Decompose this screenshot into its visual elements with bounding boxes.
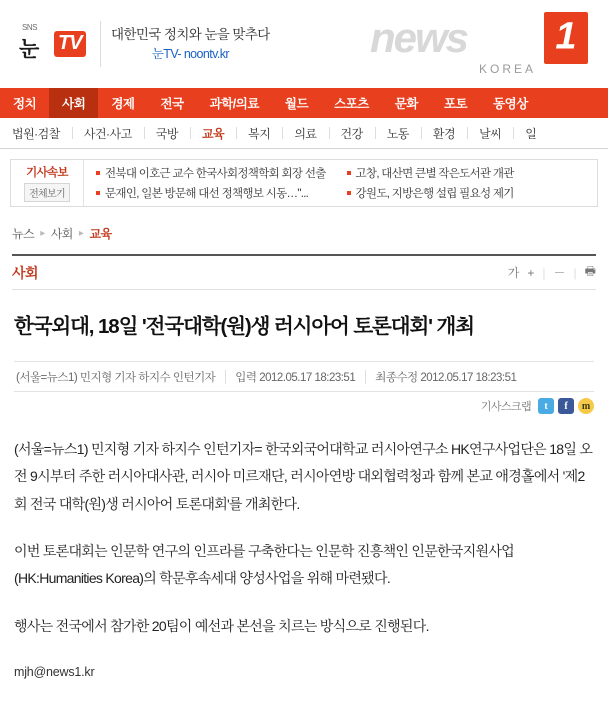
- byline-reporter: (서울=뉴스1) 민지형 기자 하지수 인턴기자: [16, 372, 216, 385]
- subnav-item-labor[interactable]: 노동: [375, 118, 421, 148]
- banner-divider: [100, 21, 101, 67]
- me2day-icon[interactable]: m: [578, 398, 594, 414]
- nav-item-national[interactable]: 전국: [160, 97, 184, 111]
- section-header: [12, 254, 596, 290]
- subnav-item-defense[interactable]: 국방: [144, 118, 190, 148]
- nav-item-science-medical[interactable]: 과학/의료: [209, 97, 259, 111]
- bullet-icon: [347, 191, 351, 195]
- bullet-icon: [96, 171, 100, 175]
- subnav-item-overflow[interactable]: 일: [513, 118, 548, 148]
- breaking-news-item[interactable]: [347, 186, 592, 202]
- nuntv-logo-nun-text: 눈: [19, 38, 39, 61]
- breaking-news-box: [10, 159, 598, 207]
- site-banner: [0, 0, 608, 88]
- nav-item-sports[interactable]: 스포츠: [334, 97, 369, 111]
- subnav-item-environment[interactable]: 환경: [421, 118, 467, 148]
- font-increase-button[interactable]: +: [527, 265, 535, 280]
- share-label: 기사스크랩: [480, 401, 531, 414]
- subnav-item-court-prosecution[interactable]: 법원·검찰: [12, 126, 60, 141]
- nav-item-politics[interactable]: 정치: [13, 97, 37, 111]
- article-share-row: [14, 398, 594, 414]
- breaking-news-item-label: 문재인, 일본 방문해 대선 정책행보 시동…"...: [105, 188, 309, 201]
- nav-item-world[interactable]: 월드: [284, 97, 309, 111]
- sub-navigation: [0, 118, 608, 149]
- subnav-item-health[interactable]: 건강: [329, 118, 375, 148]
- breaking-news-column-right: [341, 165, 592, 201]
- article-reporter-email[interactable]: mjh@news1.kr: [14, 664, 95, 679]
- breaking-news-item-label: 강원도, 지방은행 설립 필요성 제기: [355, 188, 514, 201]
- breadcrumb-separator-icon: ▸: [78, 228, 84, 239]
- breaking-news-item[interactable]: [96, 165, 341, 181]
- byline-updated-time: 최종수정 2012.05.17 18:23:51: [365, 369, 526, 385]
- twitter-icon[interactable]: t: [538, 398, 554, 414]
- banner-tagline-line2: 눈TV- noontv.kr: [151, 46, 229, 61]
- main-navigation: [0, 88, 608, 118]
- breaking-news-header: [11, 160, 84, 206]
- breadcrumb-item-society[interactable]: 사회: [50, 227, 73, 241]
- banner-tagline: [111, 25, 270, 63]
- nuntv-logo-tv-text: TV: [54, 31, 86, 57]
- breaking-news-view-all-button[interactable]: 전체보기: [24, 183, 70, 202]
- subnav-item-incidents[interactable]: 사건·사고: [72, 118, 144, 148]
- breaking-news-item-label: 전북대 이호근 교수 한국사회정책학회 회장 선출: [105, 167, 326, 180]
- nav-item-video[interactable]: 동영상: [493, 97, 528, 111]
- article-paragraph: 이번 토론대회는 인문학 연구의 인프라를 구축한다는 인문학 진흥책인 인문한국지원사업(HK:Humanities Korea)의 학문후속세대 양성사업을 위해 마련됐다.: [14, 543, 515, 587]
- banner-tagline-line1: 대한민국 정치와 눈을 맞추다: [111, 27, 270, 43]
- section-title: 사회: [12, 264, 39, 281]
- bullet-icon: [347, 171, 351, 175]
- subnav-item-welfare[interactable]: 복지: [236, 118, 282, 148]
- nuntv-logo[interactable]: [18, 21, 86, 67]
- nuntv-logo-sns-label: SNS: [22, 23, 37, 32]
- news1-logo[interactable]: [370, 12, 592, 74]
- article-body: [14, 436, 594, 684]
- print-icon[interactable]: 🖶: [584, 264, 596, 278]
- breaking-news-item[interactable]: [347, 165, 592, 181]
- nav-item-photo[interactable]: 포토: [443, 97, 468, 111]
- breaking-news-item[interactable]: [96, 186, 341, 202]
- breadcrumb-separator-icon: ▸: [40, 228, 45, 239]
- news1-logo-one-badge: [544, 12, 588, 64]
- breadcrumb-item-news[interactable]: 뉴스: [12, 227, 35, 241]
- article-paragraph: 행사는 전국에서 참가한 20팀이 예선과 본선을 치르는 방식으로 진행된다.: [14, 617, 429, 634]
- facebook-icon[interactable]: f: [558, 398, 574, 414]
- news1-logo-one-text: 1: [555, 15, 577, 58]
- article-paragraph: (서울=뉴스1) 민지형 기자 하지수 인턴기자= 한국외국어대학교 러시아연구소 HK연구사업단은 18일 오전 9시부터 주한 러시아대사관, 러시아 미르재단, 러시아연방 대외협력청과 함께 본교 애경홀에서 '제2회 전국 대학(원)생 러시아어 토론대회'를 개최한다.: [14, 441, 593, 512]
- article-tools: [508, 262, 596, 283]
- breaking-news-item-label: 고창, 대산면 큰별 작은도서관 개관: [355, 167, 514, 180]
- news1-logo-word: news: [370, 14, 468, 61]
- article-headline: 한국외대, 18일 '전국대학(원)생 러시아어 토론대회' 개최: [14, 315, 474, 338]
- bullet-icon: [96, 191, 100, 195]
- breaking-news-lists: [84, 160, 597, 206]
- nav-item-culture[interactable]: 문화: [394, 97, 418, 111]
- tools-divider: |: [573, 265, 577, 280]
- subnav-item-education[interactable]: 교육: [190, 118, 236, 148]
- news1-logo-korea-text: KOREA: [478, 62, 536, 76]
- font-size-label: 가: [507, 266, 520, 280]
- nav-item-economy[interactable]: 경제: [111, 97, 135, 111]
- subnav-item-weather[interactable]: 날씨: [467, 118, 513, 148]
- byline-published-time: 입력 2012.05.17 18:23:51: [225, 369, 365, 385]
- breadcrumb: [12, 225, 596, 242]
- font-decrease-button[interactable]: －: [553, 266, 566, 280]
- breadcrumb-item-education[interactable]: 교육: [89, 227, 112, 241]
- breaking-news-column-left: [90, 165, 341, 201]
- breaking-news-title: 기사속보: [26, 167, 68, 179]
- subnav-item-medical[interactable]: 의료: [282, 118, 328, 148]
- nav-item-society[interactable]: 사회: [49, 88, 98, 118]
- article-byline: [14, 361, 594, 392]
- tools-divider: |: [542, 265, 546, 280]
